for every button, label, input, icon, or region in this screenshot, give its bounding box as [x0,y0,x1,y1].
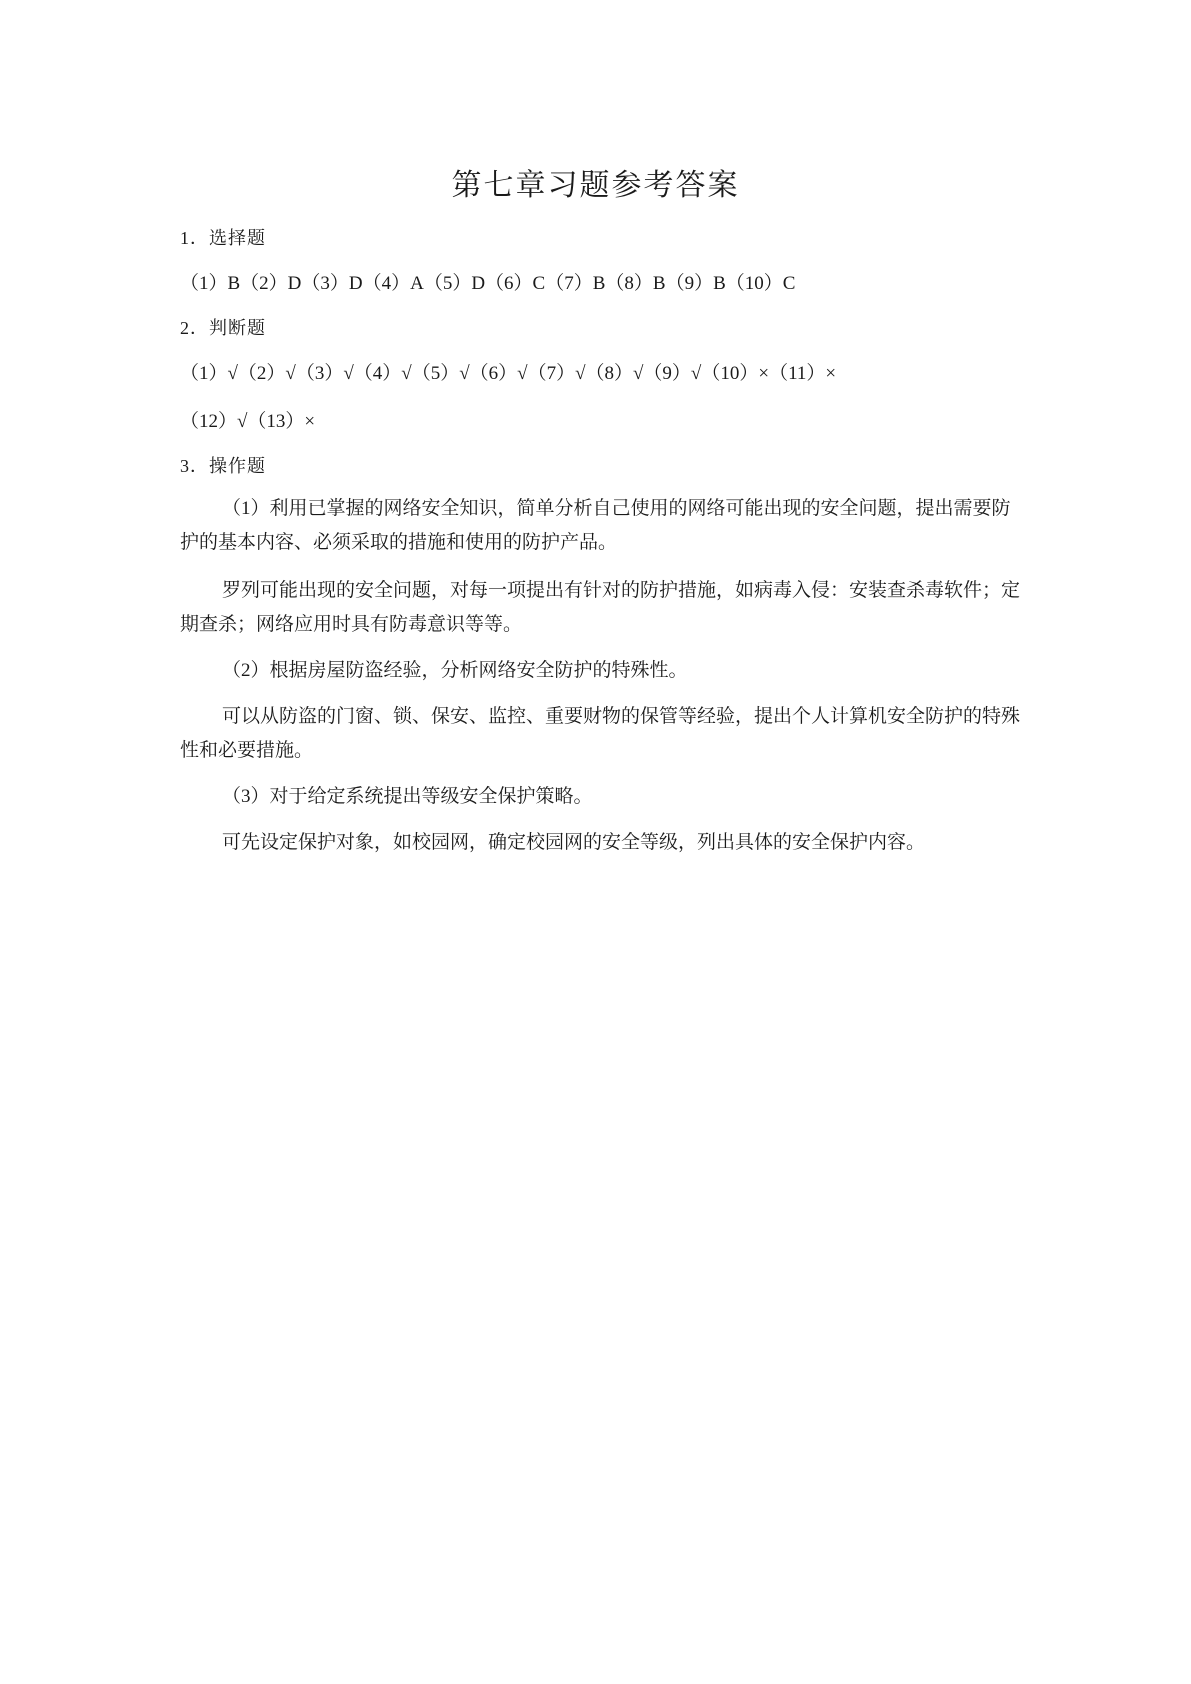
section-heading-multiple-choice: 1．选择题 [180,228,266,248]
section-heading-operation: 3．操作题 [180,456,266,476]
operation-question-1: （1）利用已掌握的网络安全知识，简单分析自己使用的网络可能出现的安全问题，提出需要防护的基本内容、必须采取的措施和使用的防护产品。 [180,498,1011,553]
true-false-answers-line-1: （1）√（2）√（3）√（4）√（5）√（6）√（7）√（8）√（9）√（10）×（11）× [180,363,837,384]
true-false-answers-line-2: （12）√（13）× [180,411,316,432]
multiple-choice-answers: （1）B（2）D（3）D（4）A（5）D（6）C（7）B（8）B（9）B（10）C [180,273,796,294]
operation-answer-3: 可先设定保护对象，如校园网，确定校园网的安全等级，列出具体的安全保护内容。 [222,832,926,853]
operation-question-3: （3）对于给定系统提出等级安全保护策略。 [222,786,593,807]
operation-answer-1: 罗列可能出现的安全问题，对每一项提出有针对的防护措施，如病毒入侵：安装查杀毒软件；定期查杀；网络应用时具有防毒意识等等。 [180,580,1021,635]
operation-question-2: （2）根据房屋防盗经验，分析网络安全防护的特殊性。 [222,660,688,681]
page-title: 第七章习题参考答案 [451,168,740,203]
section-heading-true-false: 2．判断题 [180,318,266,338]
operation-answer-2: 可以从防盗的门窗、锁、保安、监控、重要财物的保管等经验，提出个人计算机安全防护的特殊性和必要措施。 [180,706,1021,761]
